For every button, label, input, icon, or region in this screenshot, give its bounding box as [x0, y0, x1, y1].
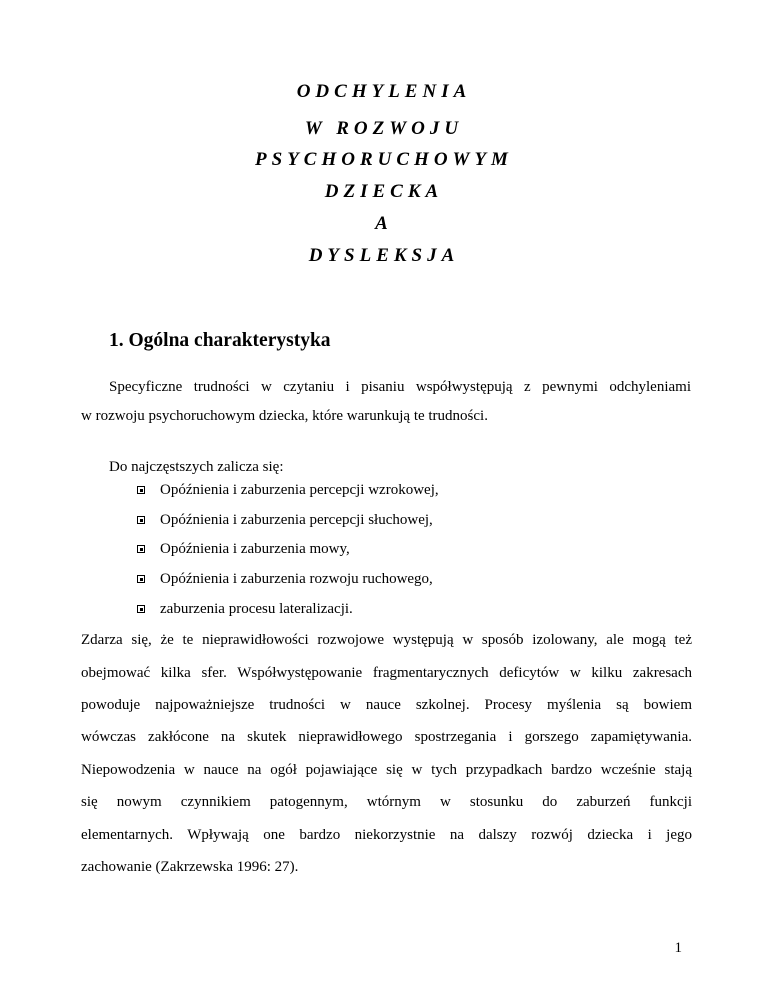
title-line-3: PSYCHORUCHOWYM: [255, 149, 513, 170]
list-item: [137, 570, 439, 600]
list-item-label: Opóźnienia i zaburzenia mowy,: [160, 541, 350, 558]
section-heading: 1. Ogólna charakterystyka: [109, 330, 331, 351]
paragraph-2-line-4: wówczas zakłócone na skutek nieprawidłowego spostrzegania i gorszego zapamiętywania.: [81, 729, 692, 745]
title-line-5: A: [375, 213, 393, 234]
list-item-label: Opóźnienia i zaburzenia rozwoju ruchowego,: [160, 571, 433, 588]
list-item: [137, 600, 439, 630]
paragraph-2-line-2: obejmować kilka sfer. Współwystępowanie fragmentarycznych deficytów w kilku zakresach: [81, 665, 692, 681]
paragraph-2-line-1: Zdarza się, że te nieprawidłowości rozwojowe występują w sposób izolowany, ale mogą też: [81, 632, 692, 648]
list-item-label: Opóźnienia i zaburzenia percepcji słuchowej,: [160, 511, 433, 528]
paragraph-2-line-7: elementarnych. Wpływają one bardzo niekorzystnie na dalszy rozwój dziecka i jego: [81, 827, 692, 843]
bullet-list: [137, 481, 439, 629]
paragraph-1-line-1: Specyficzne trudności w czytaniu i pisaniu współwystępują z pewnymi odchyleniami: [109, 379, 691, 395]
title-line-6: DYSLEKSJA: [308, 245, 460, 266]
list-item-label: zaburzenia procesu lateralizacji.: [160, 600, 353, 617]
checkbox-square-icon: [137, 545, 145, 553]
list-item: [137, 481, 439, 511]
checkbox-square-icon: [137, 486, 145, 494]
paragraph-2-line-3: powoduje najpoważniejsze trudności w nauce szkolnej. Procesy myślenia są bowiem: [81, 697, 692, 713]
list-intro: Do najczęstszych zalicza się:: [109, 459, 284, 475]
list-item: [137, 540, 439, 570]
paragraph-2-line-6: się nowym czynnikiem patogennym, wtórnym w stosunku do zaburzeń funkcji: [81, 794, 692, 810]
paragraph-2-line-5: Niepowodzenia w nauce na ogół pojawiające się w tych przypadkach bardzo wcześnie stają: [81, 762, 692, 778]
paragraph-2-line-8: zachowanie (Zakrzewska 1996: 27).: [81, 859, 299, 875]
checkbox-square-icon: [137, 575, 145, 583]
page-number: 1: [674, 940, 682, 956]
list-item: [137, 511, 439, 541]
title-line-2: W ROZWOJU: [304, 118, 464, 139]
title-line-1: ODCHYLENIA: [296, 81, 472, 102]
checkbox-square-icon: [137, 605, 145, 613]
checkbox-square-icon: [137, 516, 145, 524]
paragraph-1-line-2: w rozwoju psychoruchowym dziecka, które warunkują te trudności.: [81, 408, 488, 424]
title-line-4: DZIECKA: [324, 181, 444, 202]
list-item-label: Opóźnienia i zaburzenia percepcji wzrokowej,: [160, 482, 439, 498]
